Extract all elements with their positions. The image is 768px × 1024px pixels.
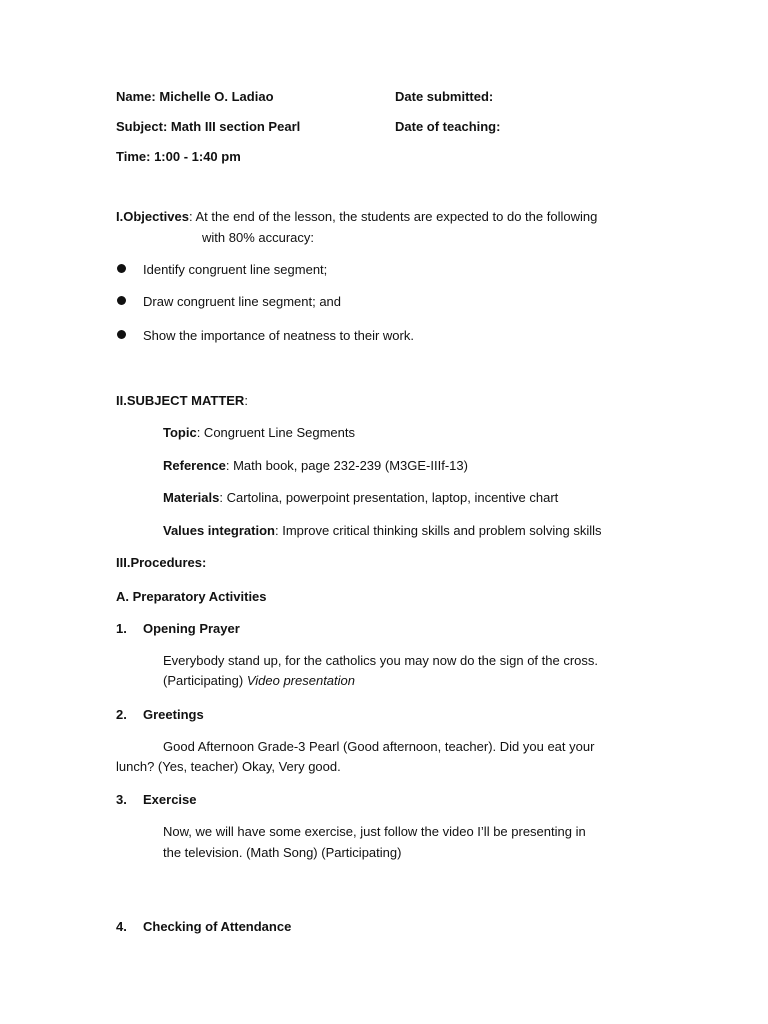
date-submitted-label: Date submitted: xyxy=(395,89,494,104)
step-number: 1. xyxy=(116,621,127,636)
name-label: Name: xyxy=(116,89,156,104)
bullet-icon xyxy=(117,330,126,339)
step-title-exercise: Exercise xyxy=(143,792,197,807)
topic-label: Topic xyxy=(163,425,197,440)
name-value: Michelle O. Ladiao xyxy=(159,89,274,104)
date-teaching-label: Date of teaching: xyxy=(395,119,501,134)
subject-matter-heading-line xyxy=(116,391,248,411)
step-title-greetings: Greetings xyxy=(143,707,204,722)
objective-item: Draw congruent line segment; and xyxy=(143,294,342,309)
time-line xyxy=(116,147,241,167)
reference-value: : Math book, page 232-239 (M3GE-IIIf-13) xyxy=(225,458,468,473)
opening-prayer-text-line1: Everybody stand up, for the catholics you may now do the sign of the cross. xyxy=(163,653,599,668)
bullet-icon xyxy=(117,264,126,273)
subject-line xyxy=(116,117,300,137)
procedures-heading: III.Procedures: xyxy=(116,555,207,570)
reference-line xyxy=(163,456,468,476)
materials-label: Materials xyxy=(163,490,220,505)
subject-value: Math III section Pearl xyxy=(170,119,301,134)
time-value: 1:00 - 1:40 pm xyxy=(154,149,241,164)
step-number: 2. xyxy=(116,707,127,722)
exercise-text-line1: Now, we will have some exercise, just follow the video I’ll be presenting in xyxy=(163,824,586,839)
values-line xyxy=(163,521,602,541)
greetings-text-line1: Good Afternoon Grade-3 Pearl (Good afternoon, teacher). Did you eat your xyxy=(163,739,595,754)
subject-matter-heading: II.SUBJECT MATTER xyxy=(116,393,245,408)
bullet-icon xyxy=(117,296,126,305)
topic-value: : Congruent Line Segments xyxy=(196,425,355,440)
objectives-intro xyxy=(116,207,597,227)
values-value: : Improve critical thinking skills and problem solving skills xyxy=(274,523,602,538)
preparatory-activities-heading: A. Preparatory Activities xyxy=(116,589,267,604)
exercise-text-line2: the television. (Math Song) (Participating) xyxy=(163,845,402,860)
objectives-heading: I.Objectives xyxy=(116,209,189,224)
opening-prayer-participating: (Participating) xyxy=(163,673,247,688)
reference-label: Reference xyxy=(163,458,226,473)
time-label: Time: xyxy=(116,149,151,164)
greetings-text-line2: lunch? (Yes, teacher) Okay, Very good. xyxy=(116,759,341,774)
opening-prayer-text-line2 xyxy=(163,671,355,691)
subject-matter-colon: : xyxy=(244,393,248,408)
objectives-intro-line1: : At the end of the lesson, the students are expected to do the following xyxy=(188,209,598,224)
step-title-opening-prayer: Opening Prayer xyxy=(143,621,240,636)
name-line xyxy=(116,87,274,107)
values-label: Values integration xyxy=(163,523,275,538)
topic-line xyxy=(163,423,355,443)
step-number: 3. xyxy=(116,792,127,807)
subject-label: Subject: xyxy=(116,119,168,134)
step-title-attendance: Checking of Attendance xyxy=(143,919,292,934)
objective-item: Show the importance of neatness to their work. xyxy=(143,328,414,343)
step-number: 4. xyxy=(116,919,127,934)
objectives-intro-line2: with 80% accuracy: xyxy=(202,230,314,245)
materials-line xyxy=(163,488,558,508)
opening-prayer-video: Video presentation xyxy=(246,673,355,688)
objective-item: Identify congruent line segment; xyxy=(143,262,328,277)
materials-value: : Cartolina, powerpoint presentation, laptop, incentive chart xyxy=(219,490,559,505)
